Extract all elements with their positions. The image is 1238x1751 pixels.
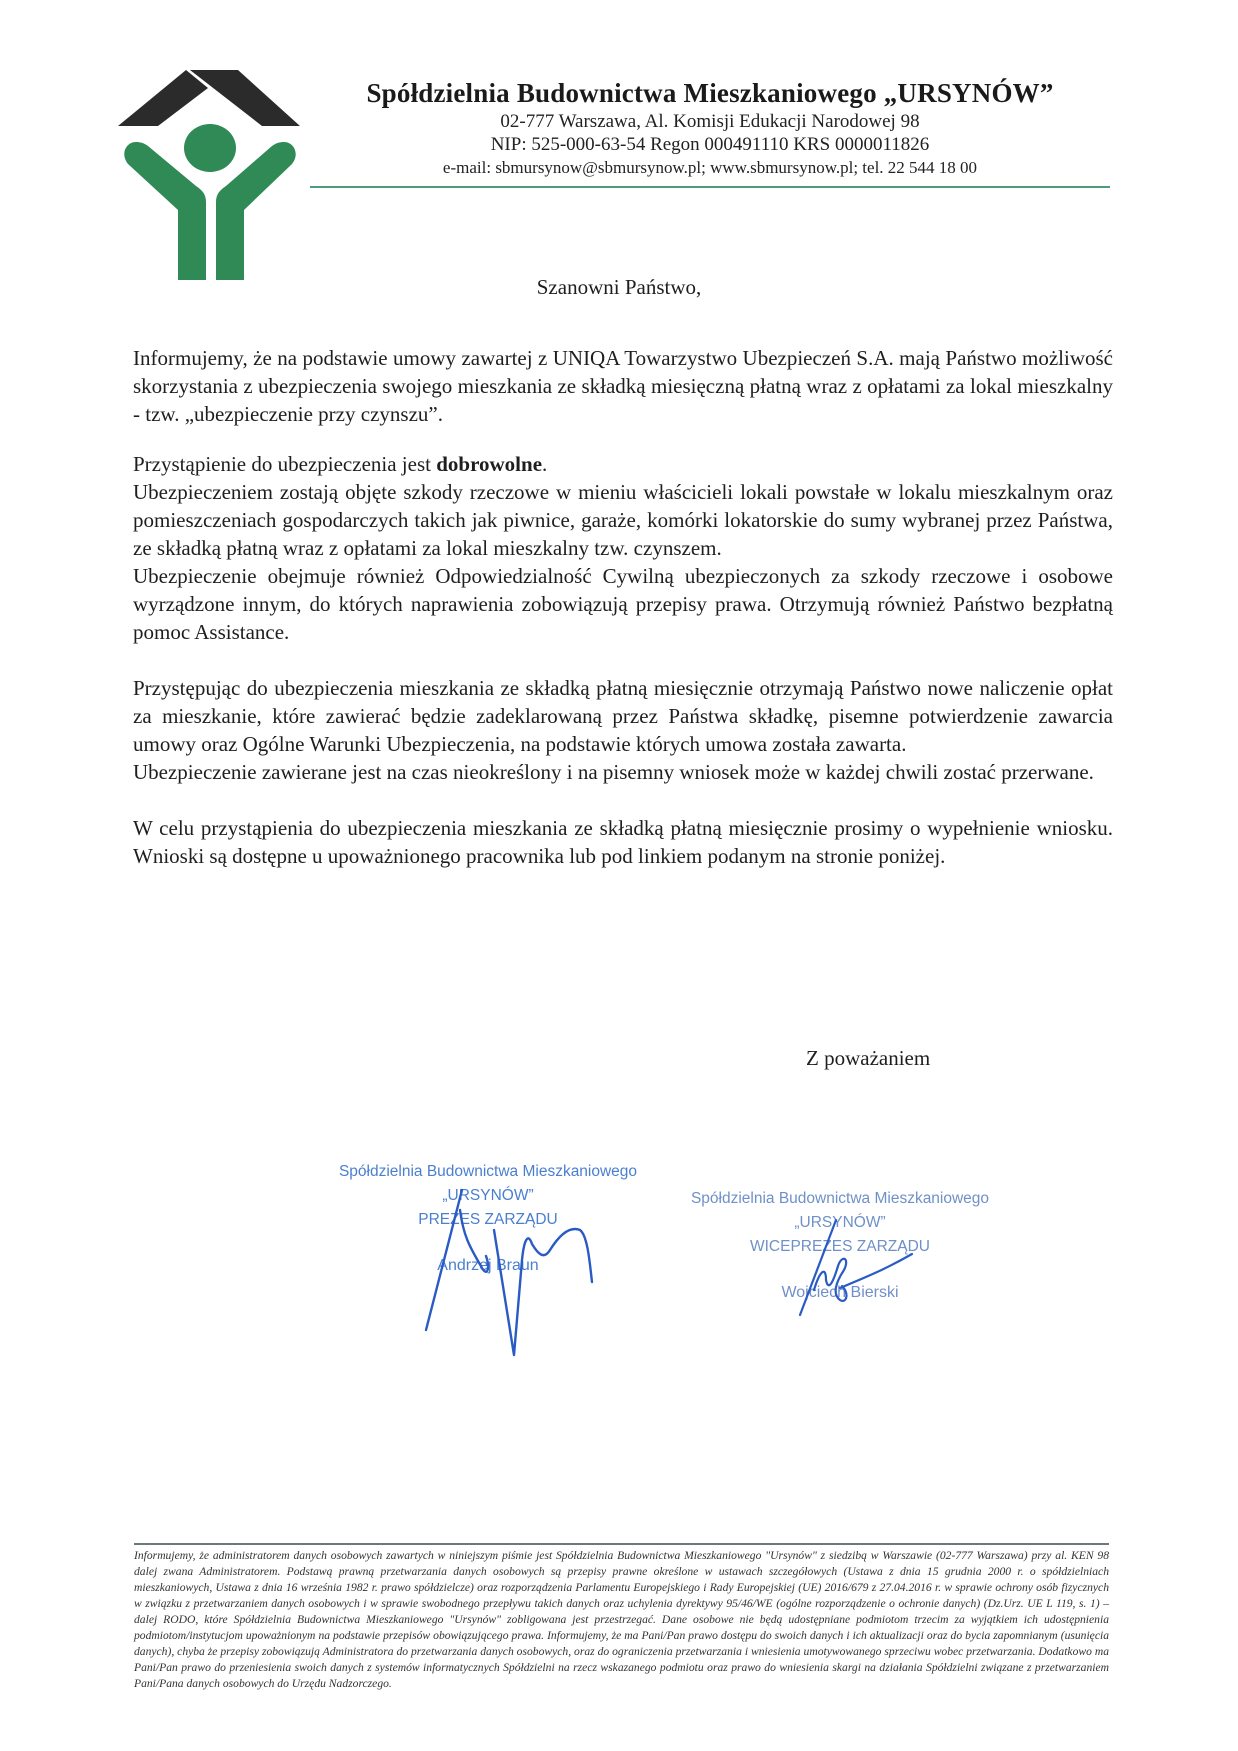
- voluntary-text: Przystąpienie do ubezpieczenia jest: [133, 452, 437, 476]
- gdpr-notice: Informujemy, że administratorem danych osobowych zawartych w niniejszym piśmie jest Spółdzielnia Budownictwa Mieszkaniowego "Ursynów" z siedzibą w Warszawie (02-777 Warszawa) przy al. KEN 98 dalej zwana Administratorem. Podstawą prawną przetwarzania danych osobowych są przepisy prawne określone w ustawach szczegółowych (Ustawa z dnia 15 grudnia 2000 r. o spółdzielniach mieszkaniowych, Ustawa z dnia 16 września 1982 r. prawo spółdzielcze) oraz rozporządzenia Parlamentu Europejskiego i Rady Europejskiej (UE) 2016/679 z 27.04.2016 r. w sprawie ochrony osób fizycznych w związku z przetwarzaniem danych osobowych i w sprawie swobodnego przepływu takich danych oraz uchylenia dyrektywy 95/46/WE (ogólne rozporządzenie o ochronie danych) (Dz.Urz. UE L 119, s. 1) – dalej RODO, które Spółdzielnia Budownictwa Mieszkaniowego "Ursynów" zobligowana jest przestrzegać. Dane osobowe nie będą udostępniane podmiotom trzecim za wyjątkiem ich udostępnienia podmiotom/instytucjom upoważnionym na podstawie przepisów obowiązującego prawa. Informujemy, że ma Pani/Pan prawo dostępu do swoich danych i ich aktualizacji oraz do bycia zapomnianym (usunięcia danych), chyba że przepisy zobowiązują Administratora do przetwarzania danych osobowych, oraz do ograniczenia przetwarzania i wniesienia umotywowanego sprzeciwu wobec przetwarzania. Dodatkowo ma Pani/Pan prawo do przeniesienia swoich danych z systemów informatycznych Spółdzielni na rzecz wskazanego podmiotu oraz prawo do wniesienia skargi na działania Spółdzielni związane z przetwarzaniem Pani/Pana danych osobowych do Urzędu Nadzorczego.: [134, 1549, 1109, 1690]
- stamp-role: PREZES ZARZĄDU: [418, 1211, 558, 1228]
- footer-divider: [134, 1543, 1109, 1545]
- closing: Z poważaniem: [806, 1046, 931, 1070]
- paragraph-intro: Informujemy, że na podstawie umowy zawartej z UNIQA Towarzystwo Ubezpieczeń S.A. mają Państwo możliwość skorzystania z ubezpieczenia swojego mieszkania ze składką miesięczną płatną wraz z opłatami za lokal mieszkalny - tzw. „ubezpieczenie przy czynszu”.: [133, 346, 1113, 426]
- organization-address: 02-777 Warszawa, Al. Komisji Edukacji Narodowej 98: [500, 111, 920, 132]
- stamp-role: WICEPREZES ZARZĄDU: [750, 1238, 930, 1255]
- voluntary-emphasis: dobrowolne: [436, 452, 543, 476]
- letterhead-divider: [310, 186, 1110, 188]
- paragraph-coverage: Ubezpieczeniem zostają objęte szkody rzeczowe w mieniu właścicieli lokali powstałe w lokalu mieszkalnym oraz pomieszczeniach gospodarczych takich jak piwnice, garaże, komórki lokatorskie do sumy wybranej przez Państwa, ze składką płatną wraz z opłatami za lokal mieszkalny tzw. czynszem.: [133, 480, 1113, 560]
- organization-registry: NIP: 525-000-63-54 Regon 000491110 KRS 0000011826: [490, 134, 930, 155]
- organization-contact: e-mail: sbmursynow@sbmursynow.pl; www.sbmursynow.pl; tel. 22 544 18 00: [442, 158, 978, 177]
- paragraph-joining: Przystępując do ubezpieczenia mieszkania ze składką płatną miesięcznie otrzymają Państwo nowe naliczenie opłat za mieszkanie, które zawierać będzie zadeklarowaną przez Państwa składkę, pisemne potwierdzenie zawarcia umowy oraz Ogólne Warunki Ubezpieczenia, na podstawie których umowa została zawarta.: [133, 676, 1113, 756]
- organization-name: Spółdzielnia Budownictwa Mieszkaniowego „URSYNÓW”: [366, 78, 1054, 108]
- logo-head: [184, 124, 236, 172]
- stamp-org: Spółdzielnia Budownictwa Mieszkaniowego: [338, 1163, 638, 1180]
- letterhead: [310, 76, 1110, 179]
- letter-body: [133, 344, 1113, 870]
- house-person-logo-icon: [118, 70, 308, 280]
- stamp-name: „URSYNÓW”: [794, 1214, 886, 1231]
- paragraph-liability: Ubezpieczenie obejmuje również Odpowiedzialność Cywilną ubezpieczonych za szkody rzeczowe i osobowe wyrządzone innym, do których naprawienia zobowiązują przepisy prawa. Otrzymują również Państwo bezpłatną pomoc Assistance.: [133, 564, 1113, 644]
- stamp-vice-president: [680, 1187, 1000, 1305]
- stamp-org: Spółdzielnia Budownictwa Mieszkaniowego: [690, 1190, 990, 1207]
- logo-roof-left: [118, 70, 208, 126]
- greeting: Szanowni Państwo,: [536, 275, 702, 299]
- paragraph-application: W celu przystąpienia do ubezpieczenia mieszkania ze składką płatną miesięcznie prosimy o wypełnienie wniosku. Wnioski są dostępne u upoważnionego pracownika lub pod linkiem podanym na stronie poniżej.: [133, 816, 1113, 868]
- logo-roof-right: [190, 70, 300, 126]
- paragraph-duration: Ubezpieczenie zawierane jest na czas nieokreślony i na pisemny wniosek może w każdej chwili zostać przerwane.: [133, 760, 1094, 784]
- voluntary-period: .: [542, 452, 548, 476]
- stamp-person: Wojciech Bierski: [781, 1284, 899, 1301]
- paragraph-voluntary: [133, 450, 1113, 478]
- stamp-person: Andrzej Braun: [437, 1257, 539, 1274]
- stamp-president: [318, 1160, 658, 1278]
- stamp-name: „URSYNÓW”: [442, 1187, 534, 1204]
